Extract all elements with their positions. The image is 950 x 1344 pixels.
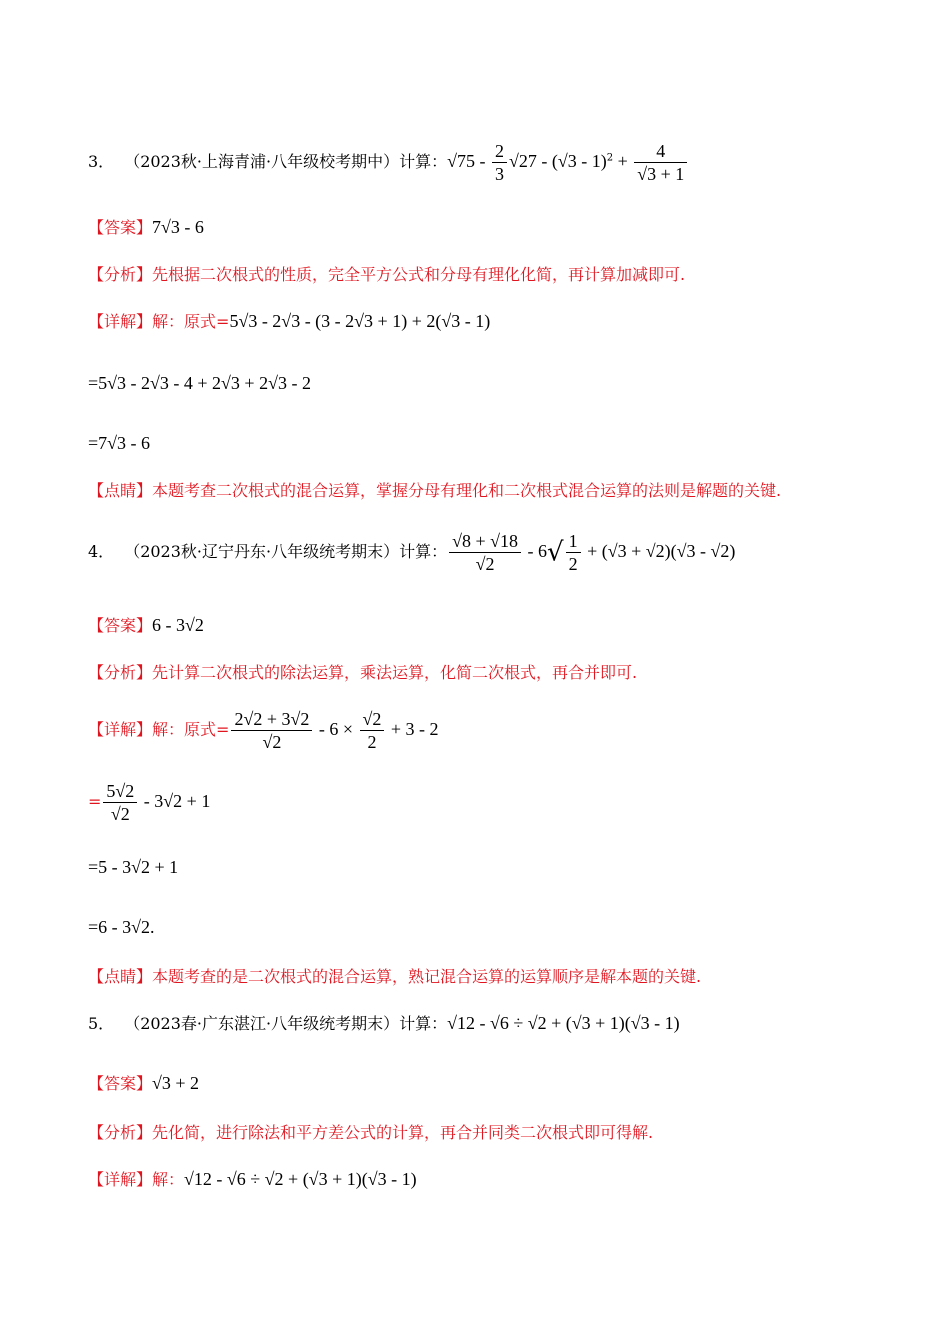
q4-analysis — [88, 662, 637, 684]
q4-detail-tail: + 3 - 2 — [386, 719, 439, 739]
q4-answer-label: 【答案】 — [88, 616, 153, 635]
q4-analysis-label: 【分析】 — [88, 663, 153, 682]
q3-step-1: =5√3 - 2√3 - 4 + 2√3 + 2√3 - 2 — [88, 373, 311, 393]
q5-source: （2023春·广东湛江·八年级统考期末）计算： — [132, 1014, 448, 1033]
q5-detail-label: 【详解】 — [88, 1170, 153, 1189]
q5-answer — [88, 1072, 199, 1095]
q3-expr-c: + — [613, 151, 633, 171]
q3-step-2: =7√3 - 6 — [88, 433, 151, 453]
q3-expr-a: √75 - — [447, 151, 490, 171]
q4-detail-label: 【详解】 — [88, 720, 153, 739]
q3-detail-expr: 5√3 - 2√3 - (3 - 2√3 + 1) + 2(√3 - 1) — [229, 311, 491, 331]
q5-detail-prefix: 解： — [152, 1170, 185, 1189]
q3-answer — [88, 216, 204, 239]
q4-detail-fraction: $\frac{2√2 + 3√2}{√2}$ — [231, 708, 312, 753]
q3-comment-text: 本题考查二次根式的混合运算，掌握分母有理化和二次根式混合运算的法则是解题的关键. — [152, 481, 782, 500]
q4-sqrt-fraction: $\frac{1}{2}$ — [566, 530, 581, 575]
q3-answer-label: 【答案】 — [88, 218, 153, 237]
q4-detail — [88, 708, 439, 753]
q4-analysis-text: 先计算二次根式的除法运算，乘法运算，化简二次根式，再合并即可. — [152, 663, 638, 682]
q3-analysis — [88, 264, 685, 286]
q3-comment — [88, 480, 781, 502]
q3-fraction-1: $\frac{2}{3}$ — [492, 140, 507, 185]
q4-detail-prefix: 解：原式= — [152, 720, 230, 739]
q5-number: 5． — [88, 1014, 115, 1033]
q5-detail — [88, 1168, 417, 1191]
q4-question — [88, 530, 735, 575]
q3-detail — [88, 310, 490, 333]
q3-analysis-label: 【分析】 — [88, 265, 153, 284]
q3-exponent: 2 — [606, 152, 614, 164]
q4-step-3: =6 - 3√2. — [88, 917, 155, 937]
q3-detail-prefix: 解：原式= — [152, 312, 230, 331]
q5-expr: √12 - √6 ÷ √2 + (√3 + 1)(√3 - 1) — [447, 1013, 680, 1033]
q3-detail-label: 【详解】 — [88, 312, 153, 331]
q4-step-1-fraction: $\frac{5√2}{√2}$ — [103, 780, 137, 825]
q4-detail-mid: - 6 × — [314, 719, 358, 739]
q4-detail-fraction-2: $\frac{√2}{2}$ — [360, 708, 385, 753]
q4-step-1 — [88, 780, 210, 825]
q3-comment-label: 【点睛】 — [88, 481, 153, 500]
q4-step-1-eq: = — [88, 792, 102, 811]
q5-question — [88, 1012, 680, 1035]
q5-analysis-text: 先化简，进行除法和平方差公式的计算，再合并同类二次根式即可得解. — [152, 1123, 654, 1142]
q5-analysis-label: 【分析】 — [88, 1123, 153, 1142]
q3-question — [88, 140, 689, 185]
q3-source: （2023秋·上海青浦·八年级校考期中）计算： — [132, 152, 448, 171]
q4-fraction: $\frac{√8 + √18}{√2}$ — [449, 530, 521, 575]
q4-step-2: =5 - 3√2 + 1 — [88, 857, 179, 877]
q3-fraction-2: $\frac{4}{√3 + 1}$ — [634, 140, 687, 185]
q5-detail-expr: √12 - √6 ÷ √2 + (√3 + 1)(√3 - 1) — [184, 1169, 417, 1189]
q4-answer-value: 6 - 3√2 — [152, 615, 204, 635]
q4-expr-a: - 6 — [523, 541, 548, 561]
q4-comment-text: 本题考查的是二次根式的混合运算，熟记混合运算的运算顺序是解本题的关键. — [152, 967, 702, 986]
q4-answer — [88, 614, 204, 637]
sqrt-icon: √ — [547, 537, 564, 568]
q3-analysis-text: 先根据二次根式的性质，完全平方公式和分母有理化化简，再计算加减即可. — [152, 265, 686, 284]
q3-answer-value: 7√3 - 6 — [152, 217, 204, 237]
q5-analysis — [88, 1122, 653, 1144]
q3-expr-b: √27 - (√3 - 1) — [508, 151, 607, 171]
q5-answer-label: 【答案】 — [88, 1074, 153, 1093]
q3-number: 3． — [88, 152, 115, 171]
q4-comment — [88, 966, 701, 988]
q4-comment-label: 【点睛】 — [88, 967, 153, 986]
q4-expr-b: + (√3 + √2)(√3 - √2) — [582, 541, 736, 561]
q4-step-1-tail: - 3√2 + 1 — [139, 791, 211, 811]
q4-source: （2023秋·辽宁丹东·八年级统考期末）计算： — [132, 542, 448, 561]
q4-number: 4． — [88, 542, 115, 561]
q5-answer-value: √3 + 2 — [152, 1073, 200, 1093]
